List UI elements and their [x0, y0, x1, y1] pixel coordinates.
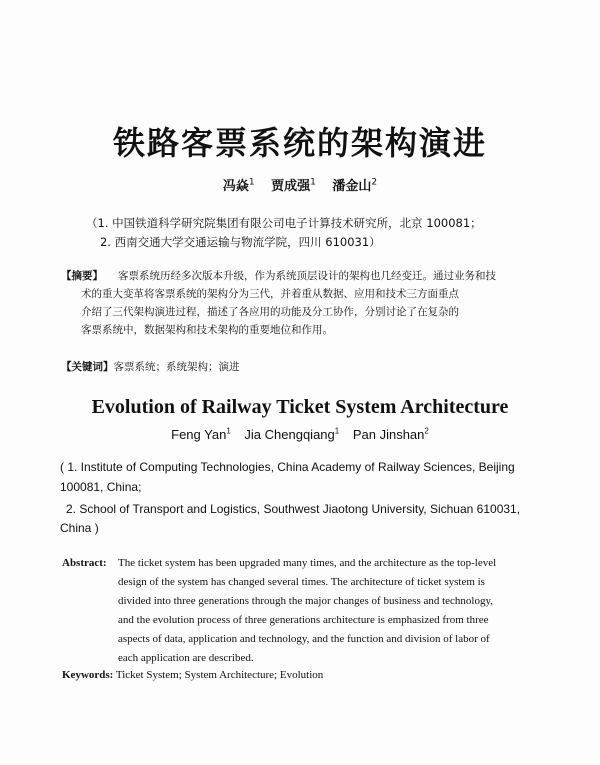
author-name: 贾成强$^1$ — [271, 177, 316, 194]
author-name: Pan Jinshan$^2$ — [352, 427, 429, 443]
chinese-abstract-label: 【摘要】 — [61, 270, 103, 282]
english-affiliation-2: 2. School of Transport and Logistics, Southwest Jiaotong University, Sichuan 610031, — [66, 502, 521, 516]
english-keywords-text: Ticket System; System Architecture; Evolution — [115, 669, 324, 681]
chinese-authors — [0, 175, 600, 194]
chinese-abstract-line: 术的重大变革将客票系统的架构分为三代，并着重从数据、应用和技术三方面重点 — [81, 288, 459, 300]
chinese-affiliation-1: （1. 中国铁道科学研究院集团有限公司电子计算技术研究所，北京 100081； — [86, 216, 482, 230]
english-abstract-line: aspects of data, application and technology, and the function and division of labor of — [118, 633, 490, 645]
english-abstract-line: The ticket system has been upgraded many times, and the architecture as the top-level — [118, 557, 497, 569]
english-authors — [0, 427, 600, 442]
author-name: 冯焱$^1$ — [222, 177, 255, 194]
author-name: Jia Chengqiang$^1$ — [244, 427, 340, 443]
english-affiliation-1-cont: 100081, China; — [60, 480, 142, 494]
chinese-abstract-line: 客票系统历经多次版本升级，作为系统顶层设计的架构也几经变迁。通过业务和技 — [118, 270, 496, 282]
english-keywords — [62, 669, 323, 681]
english-abstract-line: and the evolution process of three generations architecture is emphasized from three — [118, 614, 489, 626]
english-affiliation-2-cont: China ) — [60, 521, 99, 535]
chinese-affiliation-2: 2. 西南交通大学交通运输与物流学院，四川 610031） — [100, 235, 381, 249]
english-abstract-line: design of the system has changed several times. The architecture of ticket system is — [118, 576, 485, 588]
english-affiliation-1: ( 1. Institute of Computing Technologies, China Academy of Railway Sciences, Beijing — [60, 460, 515, 474]
author-name: 潘金山$^2$ — [332, 177, 378, 194]
chinese-keywords — [61, 359, 240, 374]
author-name: Feng Yan$^1$ — [171, 427, 231, 443]
chinese-title: 铁路客票系统的架构演进 — [112, 124, 487, 162]
english-abstract-line: each application are described. — [118, 652, 254, 664]
english-abstract-line: divided into three generations through the major changes of business and technology, — [118, 595, 494, 607]
chinese-abstract-line: 介绍了三代架构演进过程，描述了各应用的功能及分工协作，分别讨论了在复杂的 — [81, 306, 459, 318]
chinese-keywords-text: 客票系统；系统架构；演进 — [113, 361, 240, 373]
english-keywords-label: Keywords: — [62, 669, 114, 681]
english-abstract-label: Abstract: — [62, 557, 107, 569]
chinese-abstract-line: 客票系统中，数据架构和技术架构的重要地位和作用。 — [81, 324, 333, 336]
chinese-keywords-label: 【关键词】 — [61, 361, 114, 373]
english-title: Evolution of Railway Ticket System Architecture — [91, 396, 509, 418]
